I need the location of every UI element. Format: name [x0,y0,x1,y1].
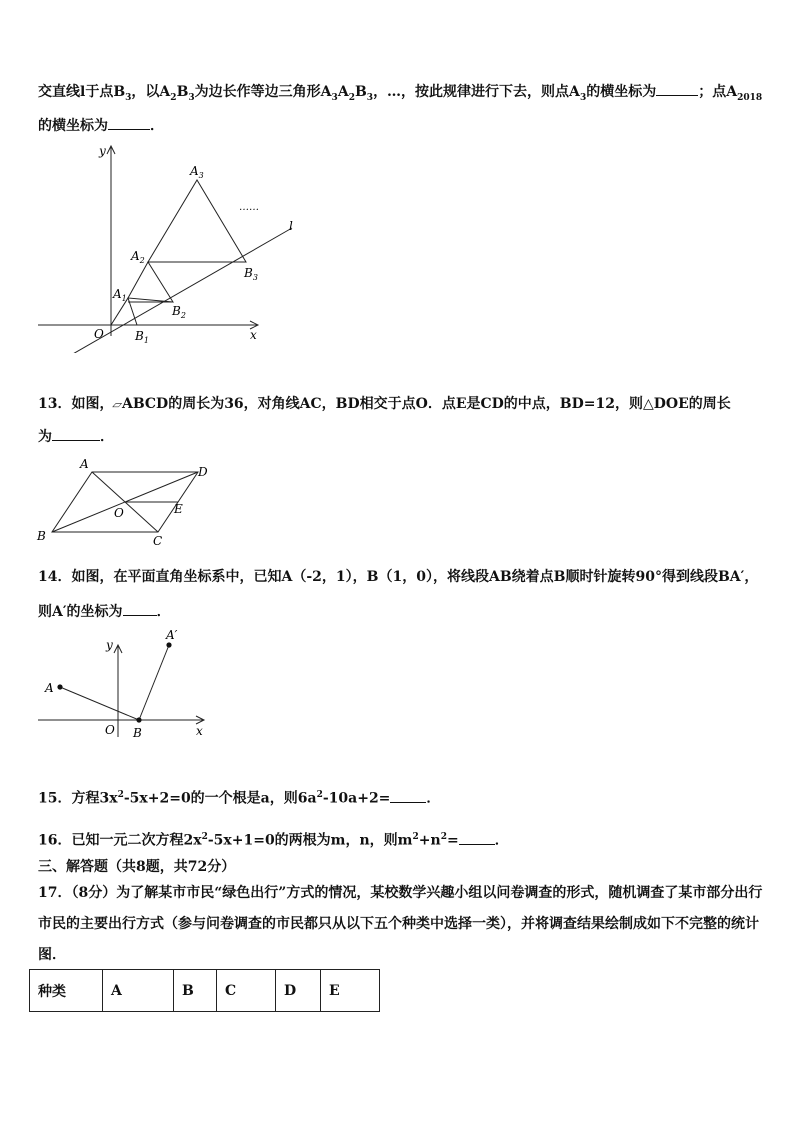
figure-13-parallelogram [32,455,222,547]
figure-12-equilateral-triangles [30,138,310,353]
fig12-A2-label: $A_2$ [131,249,145,265]
q12-line2: 的横坐标为 ． [38,118,164,134]
q17-line2: 市民的主要出行方式（参与问卷调查的市民都只从以下五个种类中选择一类），并将调查结果绘制成如下不完整的统计 [38,916,759,932]
fig12-B3-label: $B_3$ [244,266,258,282]
fig14-x-label: x [196,724,203,738]
q12-line1: 交直线l于点$B_3$，以$A_2B_3$为边长作等边三角形$A_3A_2B_3$，…，按此规律进行下去，则点$A_3$的横坐标为 ；点$A_{2018}$ [38,84,763,103]
fig12-ellipsis: …… [239,202,259,213]
fig12-A3-label: $A_3$ [190,164,204,180]
section-heading: 三、解答题（共8题，共72分） [38,859,236,875]
fig12-B1-label: $B_1$ [135,329,149,345]
table-cell: C [217,970,276,1012]
fig13-O-label: O [114,506,124,520]
q14-line1: 14．如图，在平面直角坐标系中，已知A（-2，1），B（1，0），将线段AB绕着点B顺时针旋转90°得到线段BA′， [38,569,759,585]
fig14-Aprime-label: A′ [166,628,178,642]
answer-blank-6[interactable] [459,832,495,845]
answer-blank-2[interactable] [108,117,150,130]
q13-line1: 13．如图，▱ABCD的周长为36，对角线AC，BD相交于点O．点E是CD的中点，BD=12，则△DOE的周长 [38,396,731,412]
fig13-A-label: A [80,457,89,471]
answer-blank-4[interactable] [123,603,157,616]
fig14-O-label: O [105,723,115,737]
fig13-C-label: C [153,534,163,547]
table-header-cell: 种类 [30,970,103,1012]
fig12-y-label: y [99,144,106,158]
q15-line: 15．方程$3x^2-5x+2=0$的一个根是a，则$6a^2-10a+2=$ ． [38,790,441,807]
q17-line3: 图． [38,947,66,963]
answer-blank-5[interactable] [390,790,426,803]
fig12-B2-label: $B_2$ [172,304,186,320]
fig14-A-label: A [45,681,54,695]
table-row [30,970,380,1012]
fig13-D-label: D [198,465,208,479]
figure-14-rotation [32,625,212,745]
fig14-y-label: y [106,638,113,652]
table-cell: D [276,970,321,1012]
table-cell: A [103,970,174,1012]
fig12-origin-label: O [94,327,104,341]
fig12-line-l-label: l [289,219,293,233]
table-cell: E [321,970,380,1012]
q16-line: 16．已知一元二次方程$2x^2-5x+1=0$的两根为m，n，则$m^2+n^2=$ ． [38,832,509,849]
category-table [29,969,380,1012]
table-cell: B [174,970,217,1012]
fig14-B-label: B [133,726,142,740]
answer-blank-1[interactable] [656,83,698,96]
answer-blank-3[interactable] [52,428,100,441]
parallelogram-symbol: ▱ [111,398,125,411]
fig13-E-label: E [174,502,183,516]
fig13-B-label: B [37,529,46,543]
q13-line2: 为 ． [38,429,114,445]
fig12-x-label: x [250,328,257,342]
fig12-A1-label: $A_1$ [113,287,127,303]
q14-line2: 则A′的坐标为 ． [38,604,171,620]
q17-line1: 17．（8分）为了解某市市民“绿色出行”方式的情况，某校数学兴趣小组以问卷调查的形式，随机调查了某市部分出行 [38,885,763,901]
